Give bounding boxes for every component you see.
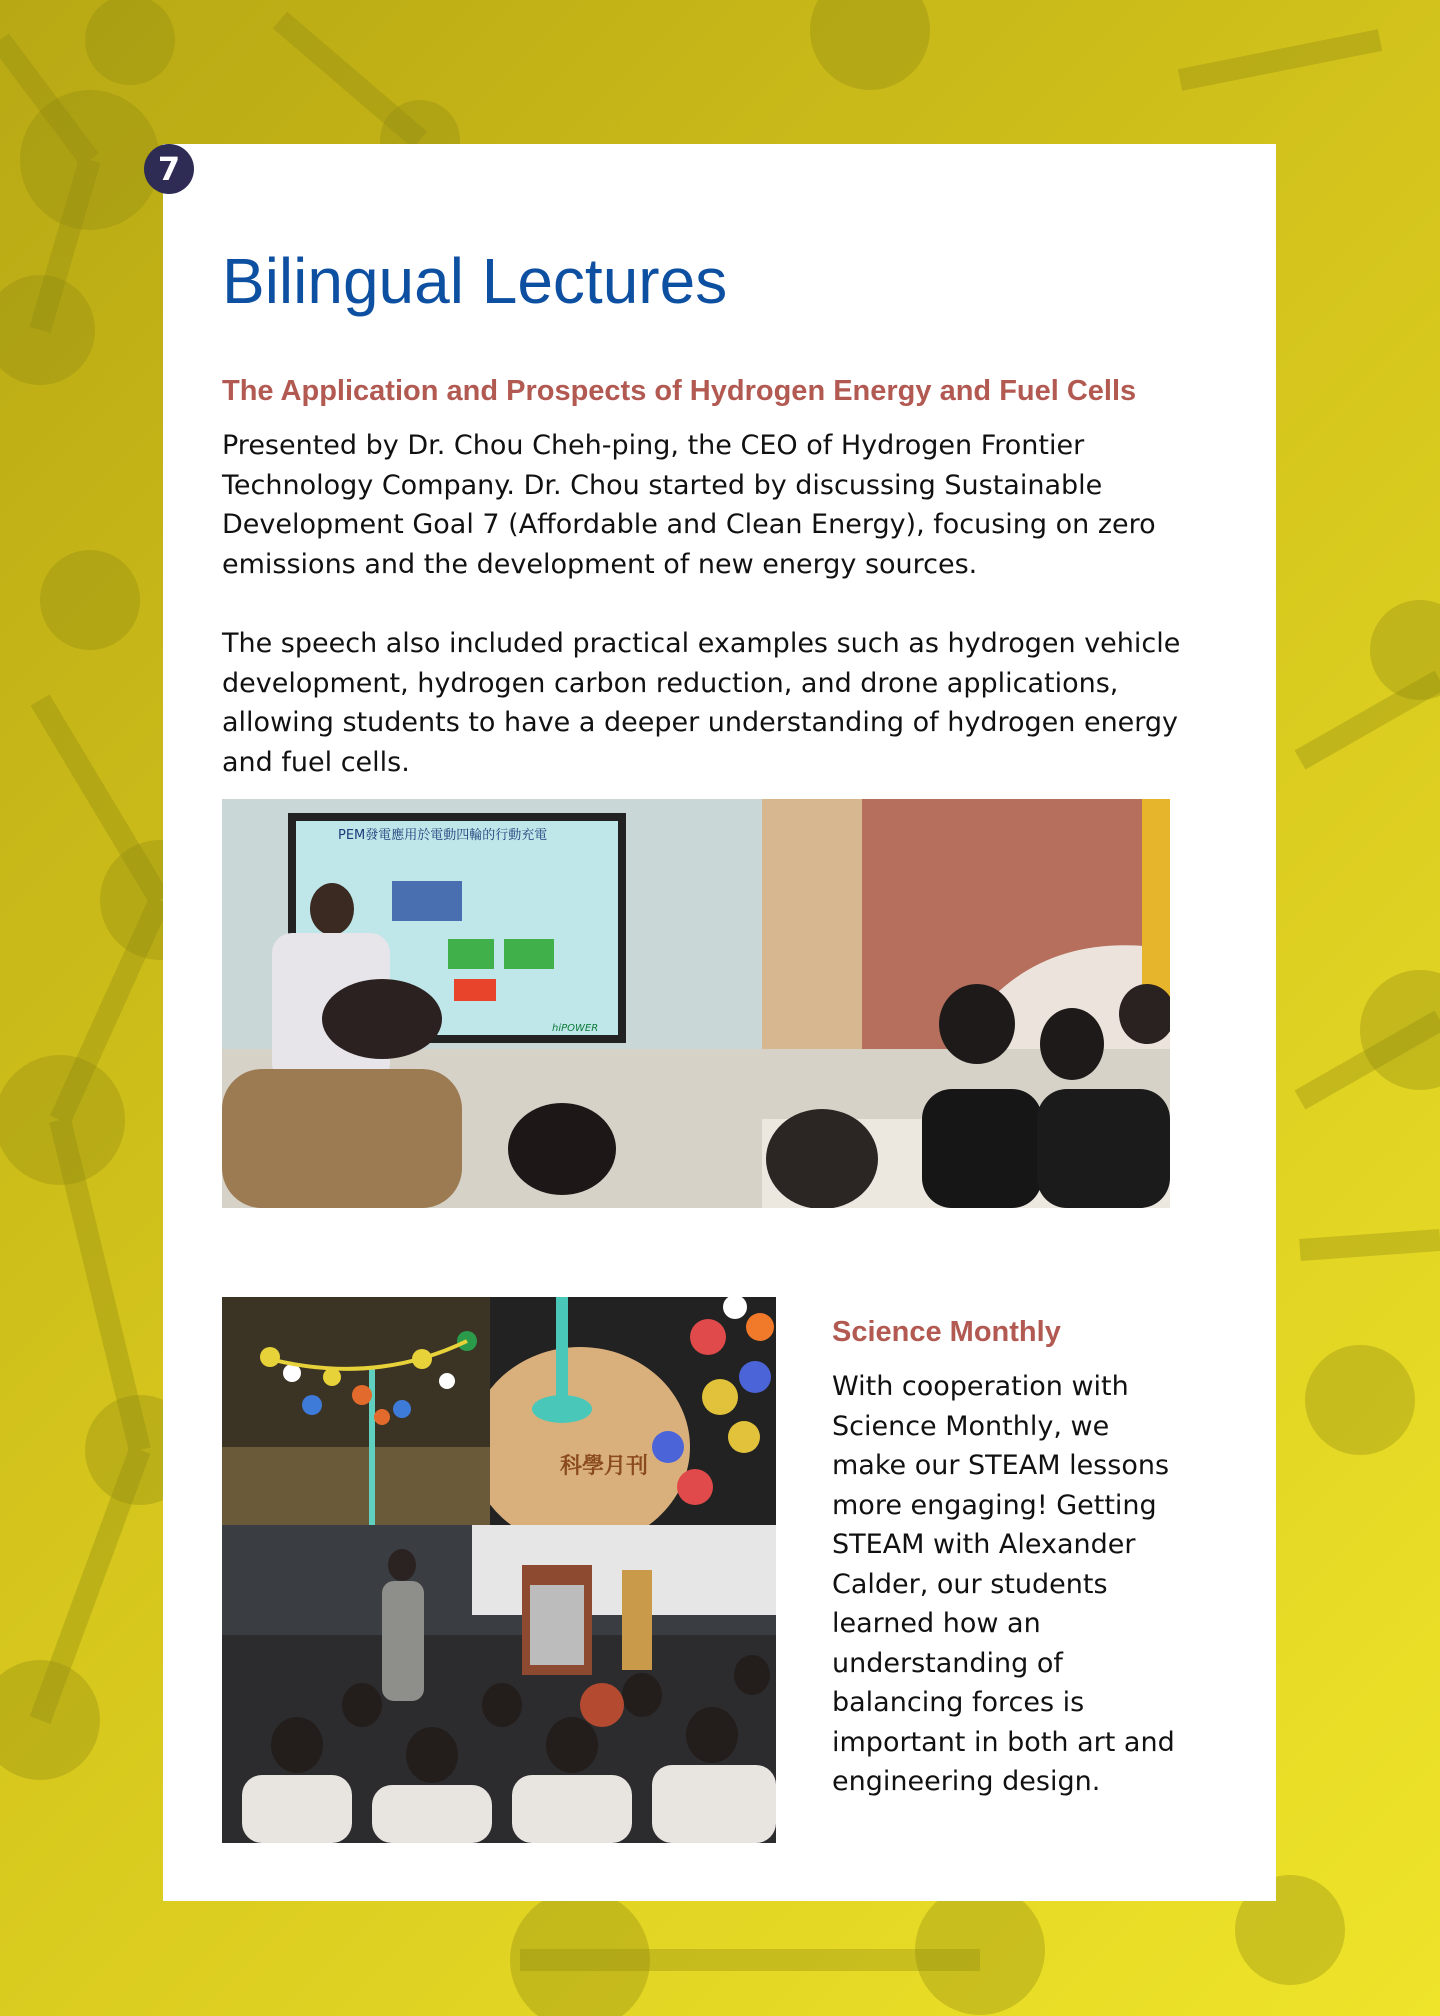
science-monthly-heading: Science Monthly bbox=[832, 1316, 1061, 1348]
toy-mobile-photo bbox=[222, 1297, 490, 1525]
workshop-photo bbox=[222, 1525, 776, 1843]
page-number-badge: 7 bbox=[144, 144, 194, 194]
page-title: Bilingual Lectures bbox=[222, 245, 728, 317]
lecture-paragraph-2: The speech also included practical examples such as hydrogen vehicle development, hydrogen carbon reduction, and drone applications, allowing students to have a deeper understanding of hydrogen energy and fuel cells. bbox=[222, 628, 1181, 778]
science-monthly-paragraph: With cooperation with Science Monthly, we make our STEAM lessons more engaging! Getting STEAM with Alexander Calder, our students learned how an understanding of balancing forces is important in both art and engineering design. bbox=[832, 1371, 1175, 1797]
toy-base-label: 科學月刊 bbox=[560, 1454, 649, 1479]
toy-base-photo bbox=[490, 1297, 776, 1525]
slide-logo: hiPOWER bbox=[552, 1023, 599, 1034]
lecture-photo bbox=[222, 799, 1170, 1208]
lecture-heading: The Application and Prospects of Hydrogen Energy and Fuel Cells bbox=[222, 375, 1137, 407]
slide-title: PEM發電應用於電動四輪的行動充電 bbox=[338, 828, 548, 843]
lecture-paragraph-1: Presented by Dr. Chou Cheh-ping, the CEO of Hydrogen Frontier Technology Company. Dr. Chou started by discussing Sustainable Development Goal 7 (Affordable and Clean Energy), focusing on zero emissions and the development of new energy sources. bbox=[222, 430, 1156, 580]
